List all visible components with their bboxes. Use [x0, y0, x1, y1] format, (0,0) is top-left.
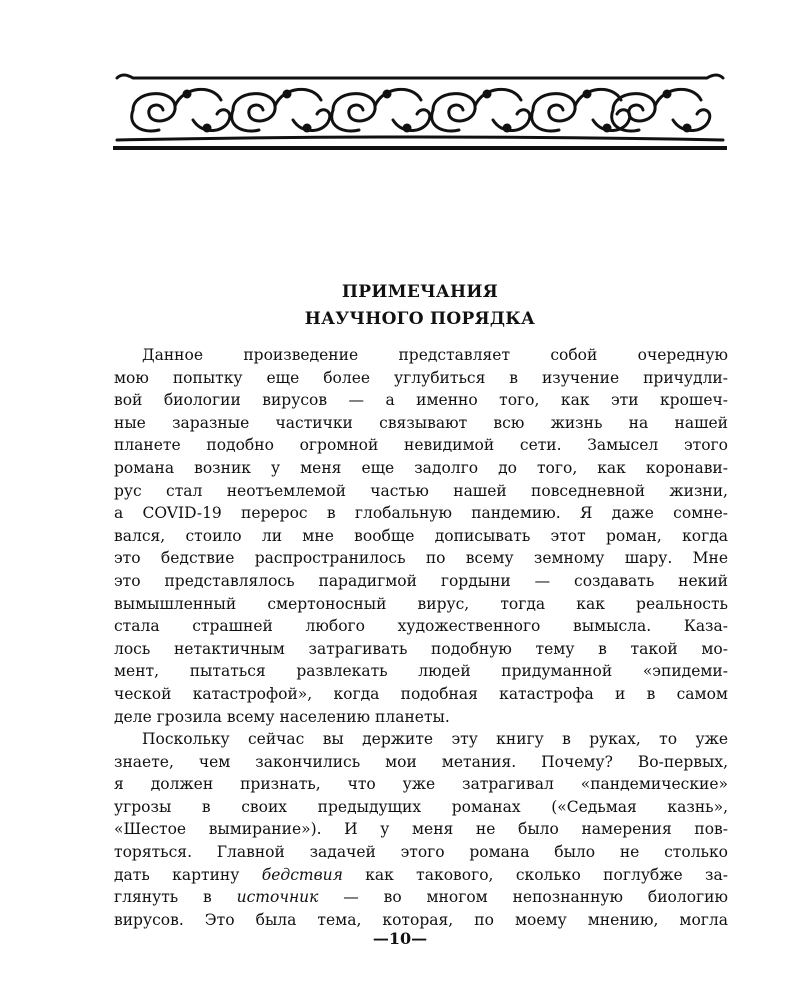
text-line: ческой катастрофой», когда подобная катастрофа и в самом: [114, 684, 728, 703]
text-fragment: глянуть в: [114, 888, 237, 907]
heading-line-2: НАУЧНОГО ПОРЯДКА: [304, 309, 536, 329]
text-line: планете подобно огромной невидимой сети. Замысел этого: [114, 436, 728, 455]
text-fragment: как такового, сколько поглубже за-: [342, 865, 728, 884]
text-line: мент, пытаться развлекать людей придуманной «эпидеми-: [114, 662, 728, 681]
text-line: деле грозила всему населению планеты.: [114, 707, 450, 726]
text-line: ные заразные частички связывают всю жизнь на нашей: [114, 413, 728, 432]
text-line: торяться. Главной задачей этого романа было не столько: [114, 843, 728, 862]
emphasized-word: бедствия: [261, 865, 343, 884]
text-fragment: — во многом непознанную биологию: [318, 888, 728, 907]
text-line: стала страшней любого художественного вымысла. Каза-: [114, 617, 728, 636]
text-line: лось нетактичным затрагивать подобную тему в такой мо-: [114, 639, 728, 658]
heading-line-1: ПРИМЕЧАНИЯ: [341, 282, 499, 302]
text-line: вался, стоило ли мне вообще дописывать этот роман, когда: [114, 526, 728, 545]
text-line: это представлялось парадигмой гордыни — создавать некий: [114, 571, 728, 590]
text-line: [114, 864, 728, 887]
text-line: я должен признать, что уже затрагивал «пандемические»: [114, 775, 728, 794]
body-text: [114, 344, 728, 931]
page-number: —10—: [372, 929, 428, 948]
text-line: Данное произведение представляет собой очередную: [142, 346, 728, 364]
text-line: Поскольку сейчас вы держите эту книгу в руках, то уже: [142, 730, 728, 749]
text-line: «Шестое вымирание»). И у меня не было намерения пов-: [114, 820, 728, 839]
text-line: вой биологии вирусов — а именно того, как эти крошеч-: [114, 391, 728, 410]
text-line: знаете, чем закончились мои метания. Почему? Во-первых,: [114, 752, 728, 771]
text-line: это бедствие распространилось по всему земному шару. Мне: [114, 549, 728, 568]
text-line: романа возник у меня еще задолго до того, как коронави-: [114, 458, 728, 477]
text-line: а COVID-19 перерос в глобальную пандемию. Я даже сомне-: [114, 504, 728, 523]
chapter-heading: [100, 279, 740, 333]
emphasized-word: источник: [236, 888, 319, 907]
text-line: вымышленный смертоносный вирус, тогда как реальность: [114, 594, 728, 613]
decorative-ornament-header: [113, 70, 727, 150]
text-line: мою попытку еще более углубиться в изучение причудли-: [114, 368, 728, 387]
text-line: вирусов. Это была тема, которая, по моему мнению, могла: [114, 910, 728, 929]
text-line: [114, 886, 728, 909]
text-line: рус стал неотъемлемой частью нашей повседневной жизни,: [114, 481, 728, 500]
text-line: угрозы в своих предыдущих романах («Седьмая казнь»,: [114, 797, 728, 816]
text-fragment: дать картину: [114, 865, 262, 884]
